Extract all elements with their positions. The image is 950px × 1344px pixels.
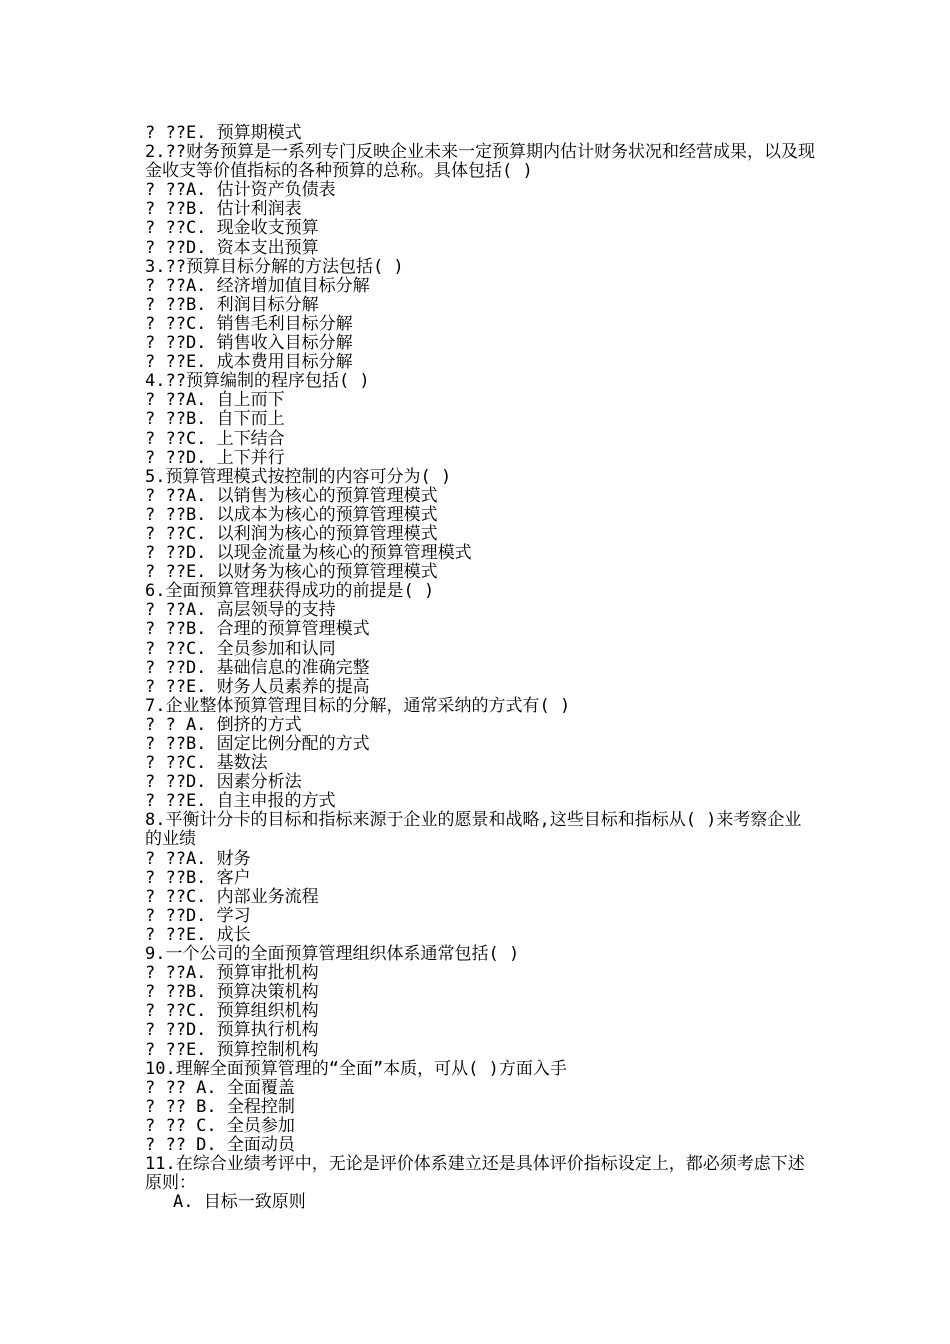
option-line: ? ?? A. 全面覆盖 (145, 1077, 295, 1098)
option-line: ? ??D. 因素分析法 (145, 772, 302, 793)
question-line: 10.理解全面预算管理的“全面”本质，可从( )方面入手 (145, 1058, 567, 1079)
option-line: ? ??D. 基础信息的准确完整 (145, 657, 370, 678)
option-line: ? ??B. 合理的预算管理模式 (145, 619, 370, 640)
option-line: ? ??C. 基数法 (145, 753, 268, 774)
question-line: 7.企业整体预算管理目标的分解，通常采纳的方式有( ) (145, 695, 571, 716)
option-line: ? ??B. 固定比例分配的方式 (145, 734, 370, 754)
option-line: ? ??E. 预算控制机构 (145, 1039, 319, 1060)
question-line: 8.平衡计分卡的目标和指标来源于企业的愿景和战略,这些目标和指标从( )来考察企业的业绩 (145, 810, 802, 850)
option-line: ? ??B. 客户 (145, 867, 251, 888)
option-line: ? ??C. 全员参加和认同 (145, 638, 336, 659)
option-line: ? ??B. 估计利润表 (145, 199, 302, 220)
option-line: ? ??D. 预算执行机构 (145, 1020, 319, 1041)
option-line: ? ??D. 以现金流量为核心的预算管理模式 (145, 543, 472, 564)
option-line: ? ??B. 自下而上 (145, 409, 285, 430)
document-page (145, 124, 815, 1212)
option-line: ? ??D. 上下并行 (145, 447, 285, 468)
option-line: ? ?? B. 全程控制 (145, 1096, 295, 1117)
option-line: ? ??A. 高层领导的支持 (145, 600, 336, 621)
option-line: ? ??A. 预算审批机构 (145, 963, 319, 984)
option-line: ? ??A. 估计资产负债表 (145, 180, 336, 201)
option-line: ? ??C. 以利润为核心的预算管理模式 (145, 523, 438, 544)
question-line: 4.??预算编制的程序包括( ) (145, 371, 370, 392)
question-line: 9.一个公司的全面预算管理组织体系通常包括( ) (145, 944, 520, 965)
option-line: ? ??E. 自主申报的方式 (145, 791, 336, 812)
question-line: 6.全面预算管理获得成功的前提是( ) (145, 581, 435, 602)
option-line: ? ??C. 现金收支预算 (145, 218, 319, 239)
option-line: A. 目标一致原则 (173, 1192, 306, 1213)
option-line: ? ??E. 预算期模式 (145, 123, 302, 143)
question-line: 11.在综合业绩考评中，无论是评价体系建立还是具体评价指标设定上，都必须考虑下述原则： (145, 1154, 805, 1194)
option-line: ? ??E. 以财务为核心的预算管理模式 (145, 562, 438, 583)
option-line: ? ??D. 资本支出预算 (145, 237, 319, 258)
option-line: ? ??D. 销售收入目标分解 (145, 333, 353, 354)
option-line: ? ??B. 以成本为核心的预算管理模式 (145, 504, 438, 525)
option-line: ? ??A. 经济增加值目标分解 (145, 275, 370, 296)
option-line: ? ??B. 预算决策机构 (145, 982, 319, 1003)
option-line: ? ?? C. 全员参加 (145, 1115, 295, 1136)
option-line: ? ??C. 预算组织机构 (145, 1001, 319, 1022)
option-line: ? ??D. 学习 (145, 905, 251, 926)
option-line: ? ??A. 财务 (145, 848, 251, 869)
option-line: ? ? A. 倒挤的方式 (145, 714, 302, 735)
question-line: 2.??财务预算是一系列专门反映企业未来一定预算期内估计财务状况和经营成果，以及现金收支等价值指标的各种预算的总称。具体包括( ) (145, 142, 815, 182)
option-line: ? ??C. 上下结合 (145, 428, 285, 449)
option-line: ? ??B. 利润目标分解 (145, 294, 319, 315)
question-line: 3.??预算目标分解的方法包括( ) (145, 256, 404, 277)
question-line: 5.预算管理模式按控制的内容可分为( ) (145, 466, 452, 487)
option-line: ? ??C. 内部业务流程 (145, 886, 319, 907)
option-line: ? ?? D. 全面动员 (145, 1134, 295, 1155)
option-line: ? ??C. 销售毛利目标分解 (145, 313, 353, 334)
option-line: ? ??E. 财务人员素养的提高 (145, 676, 370, 697)
option-line: ? ??E. 成本费用目标分解 (145, 352, 353, 373)
option-line: ? ??A. 自上而下 (145, 390, 285, 411)
option-line: ? ??A. 以销售为核心的预算管理模式 (145, 485, 438, 506)
option-line: ? ??E. 成长 (145, 924, 251, 945)
